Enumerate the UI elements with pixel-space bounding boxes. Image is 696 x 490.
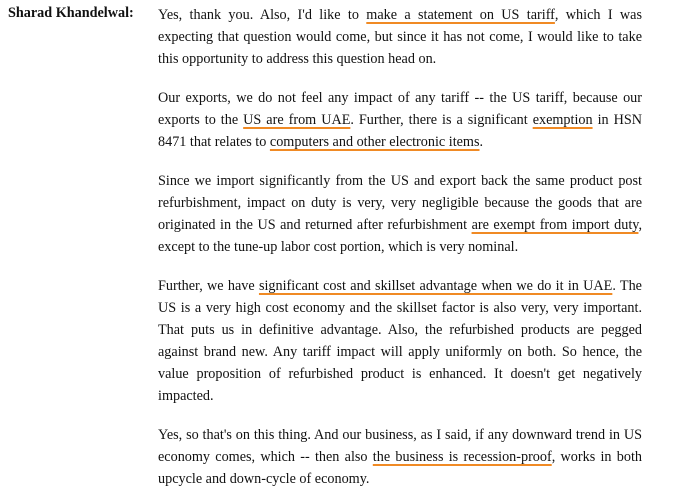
text-segment: , works in both upcycle and down-cycle of economy. (158, 449, 642, 487)
transcript-body (158, 4, 642, 490)
highlighted-phrase: exemption (532, 112, 593, 128)
highlighted-phrase: make a statement on US tariff (366, 7, 555, 23)
paragraph-5 (158, 424, 642, 490)
text-segment: in HSN 8471 that relates to (158, 112, 643, 150)
text-segment: Yes, so that's on this thing. And our business, as I said, if any downward trend in US economy comes, which -- then also (158, 427, 642, 465)
paragraph-4 (158, 275, 642, 407)
text-segment: Further, we have (158, 278, 259, 294)
highlighted-phrase: are exempt from import duty (471, 217, 639, 233)
text-segment: , which I was expecting that question would come, but since it has not come, I would like to take this opportunity to address this question head on. (158, 7, 642, 67)
highlighted-phrase: significant cost and skillset advantage when we do it in UAE (258, 278, 613, 294)
text-segment: . The US is a very high cost economy and the skillset factor is also very, very important. That puts us in definitive advantage. Also, the refurbished products are pegged against brand new. Any tariff impact will apply uniformly on both. So hence, the value proposition of refurbished product is enhanced. It doesn't get negatively impacted. (158, 278, 642, 404)
highlighted-phrase: the business is recession-proof (372, 449, 552, 465)
text-segment: Since we import significantly from the US and export back the same product post refurbishment, impact on duty is very, very negligible because the goods that are originated in the US and returned after refurbishment (158, 173, 642, 233)
text-segment: Yes, thank you. Also, I'd like to (158, 7, 367, 23)
paragraph-2 (158, 87, 642, 153)
paragraph-1 (158, 4, 642, 70)
highlighted-phrase: US are from UAE (243, 112, 351, 128)
text-segment: Our exports, we do not feel any impact of any tariff -- the US tariff, because our exports to the (158, 90, 642, 128)
text-segment: . Further, there is a significant (350, 112, 533, 128)
text-segment: , except to the tune-up labor cost portion, which is very nominal. (158, 217, 643, 255)
paragraph-3 (158, 170, 642, 258)
speaker-name: Sharad Khandelwal: (8, 5, 134, 21)
highlighted-phrase: computers and other electronic items (269, 134, 480, 150)
text-segment: . (479, 134, 484, 150)
